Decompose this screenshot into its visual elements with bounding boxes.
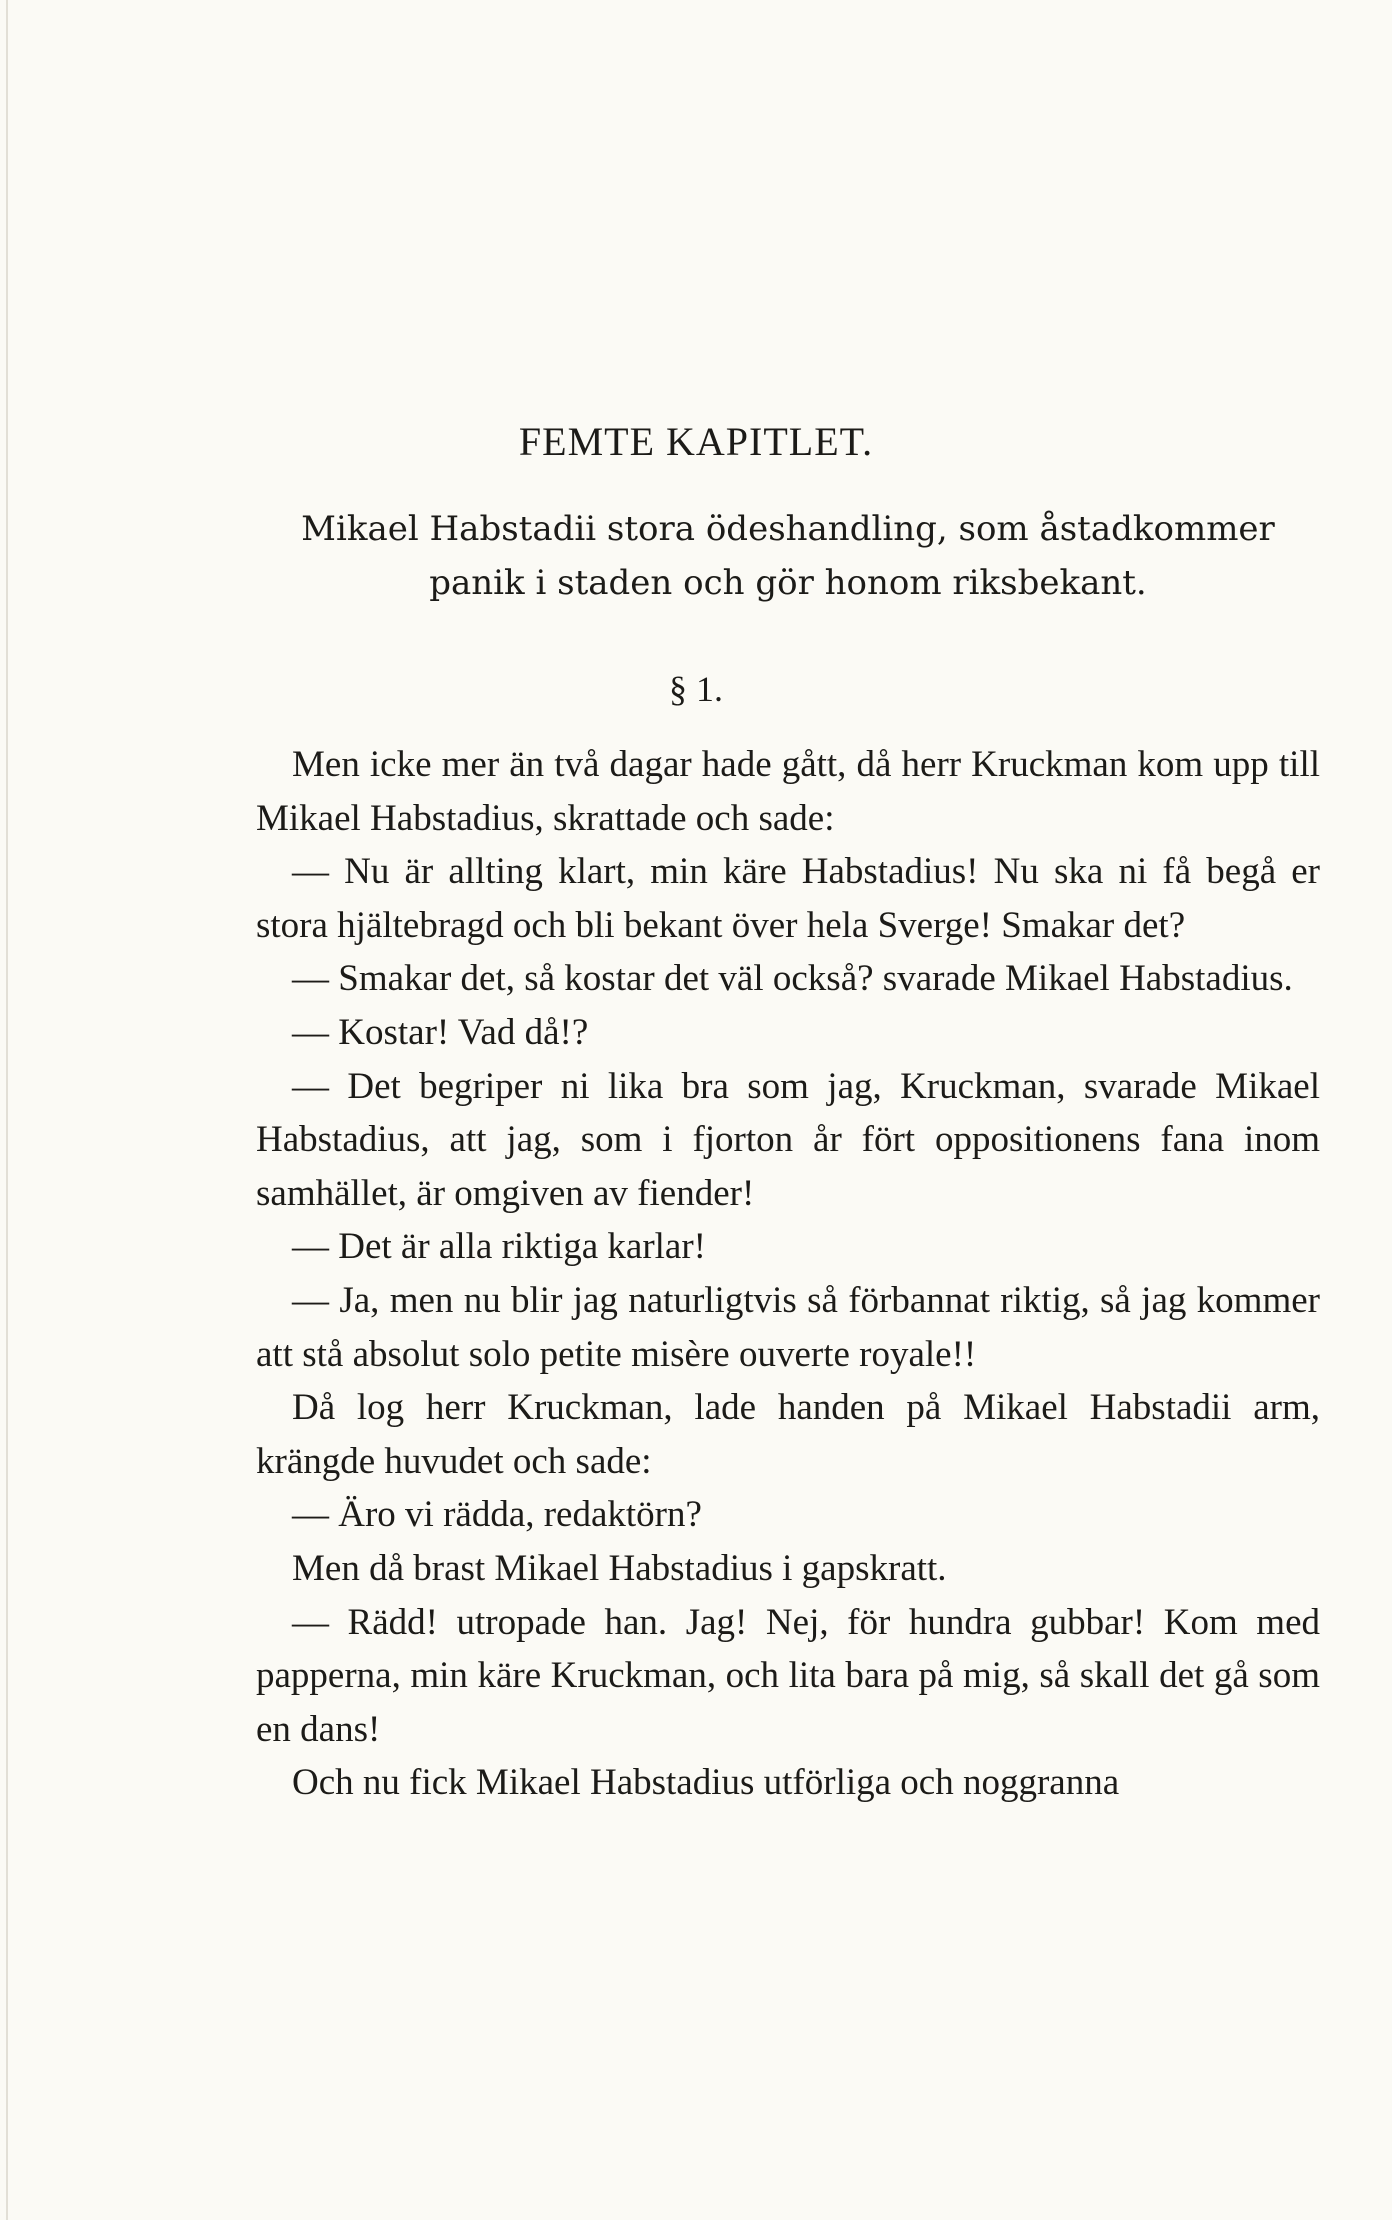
chapter-summary: Mikael Habstadii stora ödeshandling, som åstadkommer panik i staden och gör honom riksbekant. (301, 509, 1275, 603)
paragraph: Och nu fick Mikael Habstadius utförliga och noggranna (292, 1762, 1120, 1804)
paragraph: Då log herr Kruckman, lade handen på Mikael Habstadii arm, krängde huvudet och sade: (256, 1387, 1320, 1482)
paragraph: — Nu är allting klart, min käre Habstadius! Nu ska ni få begå er stora hjältebragd och bli bekant över hela Sverge! Smakar det? (256, 851, 1320, 946)
section-marker: § 1. (669, 669, 723, 709)
paragraph: Men då brast Mikael Habstadius i gapskratt. (292, 1547, 947, 1589)
body-text (256, 738, 1320, 1810)
paragraph: — Det är alla riktiga karlar! (292, 1226, 706, 1268)
paragraph: — Rädd! utropade han. Jag! Nej, för hundra gubbar! Kom med papperna, min käre Kruckman, och lita bara på mig, så skall det gå som en dans! (256, 1601, 1320, 1750)
paragraph: — Äro vi rädda, redaktörn? (292, 1494, 702, 1536)
paragraph: Men icke mer än två dagar hade gått, då herr Kruckman kom upp till Mikael Habstadius, skrattade och sade: (256, 744, 1320, 839)
chapter-title: FEMTE KAPITLET. (518, 419, 874, 464)
paragraph: — Smakar det, så kostar det väl också? svarade Mikael Habstadius. (292, 958, 1293, 1000)
paragraph: — Det begriper ni lika bra som jag, Kruckman, svarade Mikael Habstadius, att jag, som i fjorton år fört oppositionens fana inom samhället, är omgiven av fiender! (256, 1065, 1320, 1214)
paragraph: — Ja, men nu blir jag naturligtvis så förbannat riktig, så jag kommer att stå absolut solo petite misère ouverte royale!! (256, 1279, 1320, 1375)
paragraph: — Kostar! Vad då!? (292, 1011, 589, 1053)
